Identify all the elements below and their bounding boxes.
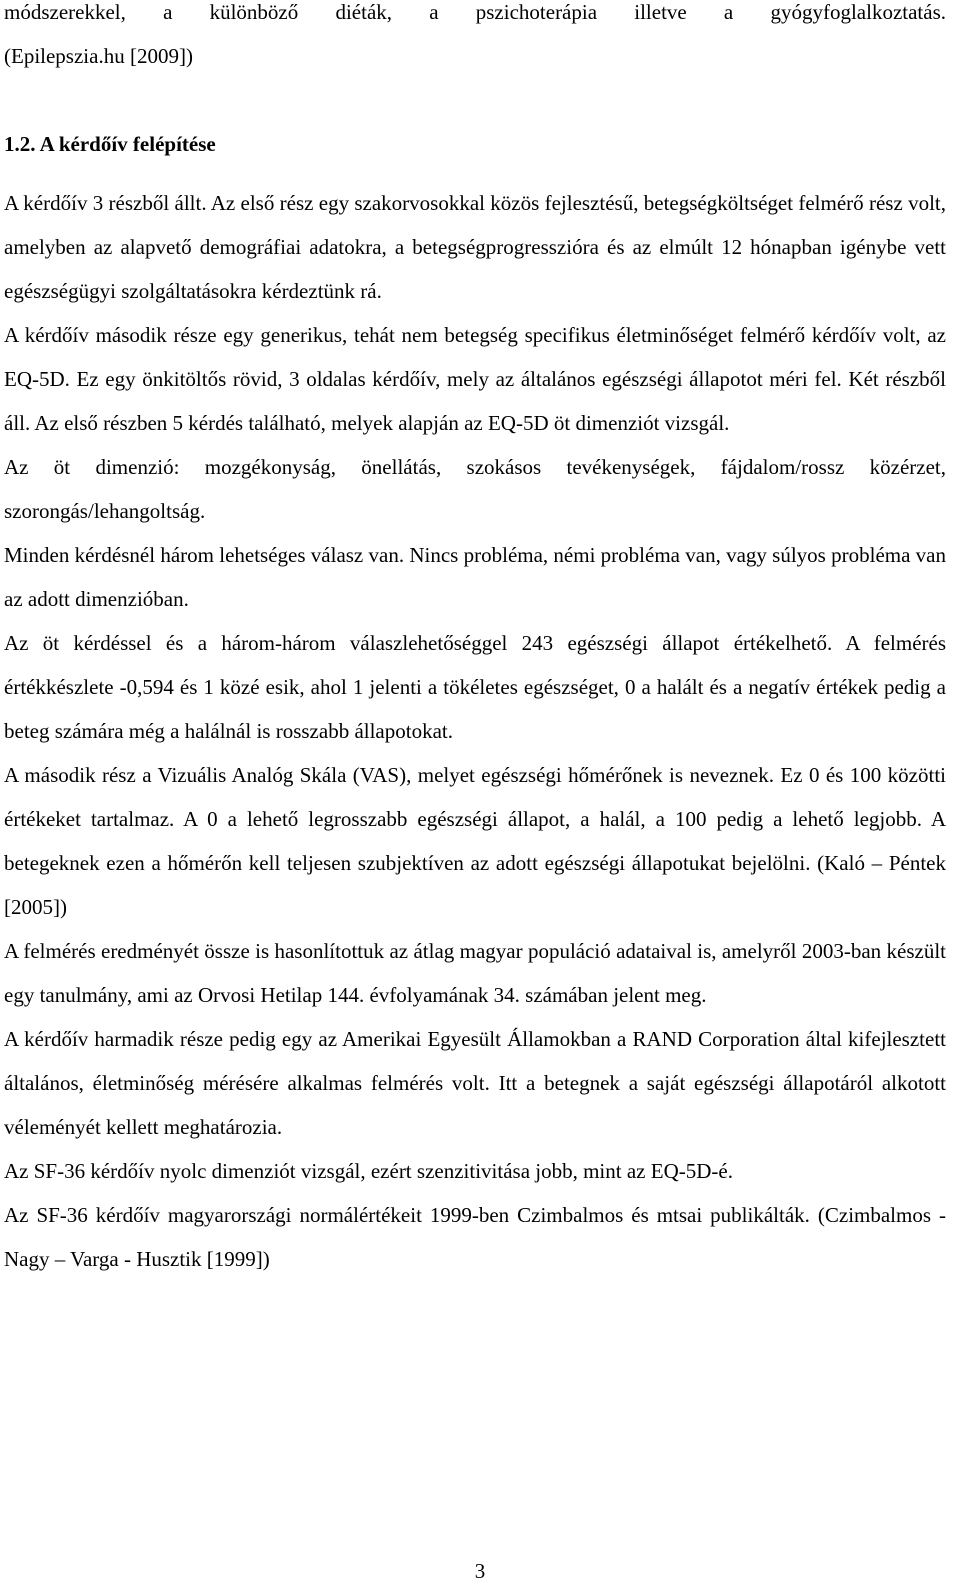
intro-line-1: módszerekkel, a különböző diéták, a pszichoterápia illetve a gyógyfoglalkoztatás. [4, 0, 946, 24]
section-heading: 1.2. A kérdőív felépítése [4, 132, 216, 156]
paragraph-comparison: A felmérés eredményét össze is hasonlítottuk az átlag magyar populáció adataival is, amelyről 2003-ban készült egy tanulmány, ami az Orvosi Hetilap 144. évfolyamának 34. számában jelent meg. [4, 939, 946, 1007]
paragraph-sf36-norms: Az SF-36 kérdőív magyarországi normálértékeit 1999-ben Czimbalmos és mtsai publikálták. (Czimbalmos - Nagy – Varga - Husztik [1999]) [4, 1203, 946, 1271]
intro-line-2: (Epilepszia.hu [2009]) [4, 44, 193, 68]
paragraph-sf36-intro: A kérdőív harmadik része pedig egy az Amerikai Egyesült Államokban a RAND Corporation által kifejlesztett általános, életminőség mérésére alkalmas felmérés volt. Itt a betegnek a saját egészségi állapotáról alkotott véleményét kellett meghatározia. [4, 1027, 946, 1139]
paragraph-sf36-dimensions: Az SF-36 kérdőív nyolc dimenziót vizsgál, ezért szenzitivitása jobb, mint az EQ-5D-é. [4, 1159, 733, 1183]
paragraph-answers: Minden kérdésnél három lehetséges válasz van. Nincs probléma, némi probléma van, vagy súlyos probléma van az adott dimenzióban. [4, 543, 946, 611]
paragraph-vas: A második rész a Vizuális Analóg Skála (VAS), melyet egészségi hőmérőnek is neveznek. Ez 0 és 100 közötti értékeket tartalmaz. A 0 a lehető legrosszabb egészségi állapot, a halál, a 100 pedig a lehető legjobb. A betegeknek ezen a hőmérőn kell teljesen szubjektíven az adott egészségi állapotukat bejelölni. (Kaló – Péntek [2005]) [4, 763, 946, 919]
paragraph-survey-parts: A kérdőív 3 részből állt. Az első rész egy szakorvosokkal közös fejlesztésű, betegségköltséget felmérő rész volt, amelyben az alapvető demográfiai adatokra, a betegségprogresszióra és az elmúlt 12 hónapban igénybe vett egészségügyi szolgáltatásokra kérdeztünk rá. [4, 191, 946, 303]
page-number: 3 [474, 1559, 486, 1583]
paragraph-dimensions: Az öt dimenzió: mozgékonyság, önellátás, szokásos tevékenységek, fájdalom/rossz közérzet, szorongás/lehangoltság. [4, 455, 946, 523]
intro-paragraph [4, 0, 946, 78]
body-text [4, 181, 946, 1281]
paragraph-eq5d: A kérdőív második része egy generikus, tehát nem betegség specifikus életminőséget felmérő kérdőív volt, az EQ-5D. Ez egy önkitöltős rövid, 3 oldalas kérdőív, mely az általános egészségi állapotot méri fel. Két részből áll. Az első részben 5 kérdés található, melyek alapján az EQ-5D öt dimenziót vizsgál. [4, 323, 946, 435]
paragraph-health-states: Az öt kérdéssel és a három-három válaszlehetőséggel 243 egészségi állapot értékelhető. A felmérés értékkészlete -0,594 és 1 közé esik, ahol 1 jelenti a tökéletes egészséget, 0 a halált és a negatív értékek pedig a beteg számára még a halálnál is rosszabb állapotokat. [4, 631, 946, 743]
